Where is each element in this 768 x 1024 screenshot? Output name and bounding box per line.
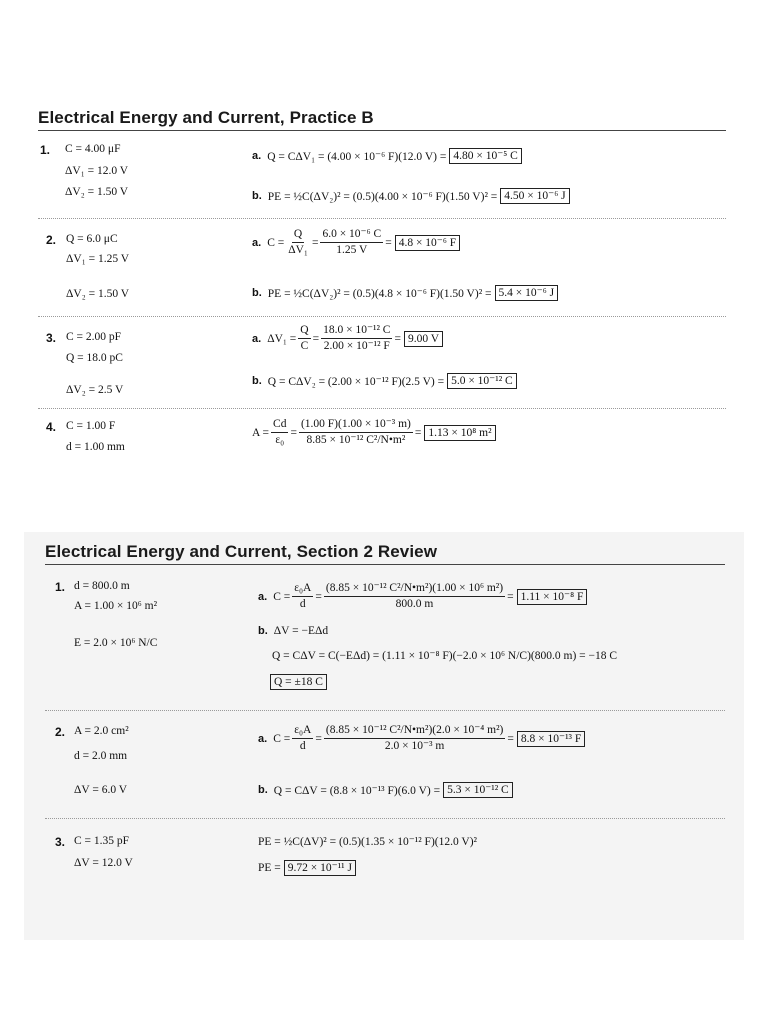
- numerator: ε₀A: [292, 724, 313, 739]
- equation-4: A = $\frac{Cd}{\text{ε₀}}$ = $\frac{\text{(1.00 F)(1.00 × 10⁻³ m)}}{\text{8.85 × 10⁻¹² C²/N•m²}}$ = 1.13 × 10⁸ m²: [252, 418, 496, 447]
- equation-text: Q = CΔV = C(−EΔd) = (1.11 × 10⁻⁸ F)(−2.0 × 10⁶ N/C)(800.0 m) = −18 C: [272, 650, 618, 662]
- equation-text: PE = ½C(ΔV)² = (0.5)(1.35 × 10⁻¹² F)(12.0 V)²: [258, 836, 477, 848]
- equation-review-1a: a. C = $\frac{\text{ε₀A}}{d}$ = $\frac{\text{(8.85 × 10⁻¹² C²/N•m²)(1.00 × 10⁶ m²)}}{800.0 m}$ = 1.11 × 10⁻⁸ F: [258, 582, 587, 611]
- numerator: 18.0 × 10⁻¹² C: [321, 324, 392, 339]
- problem-number: 2.: [55, 725, 66, 739]
- equation-text: ΔV = −EΔd: [273, 625, 329, 637]
- numerator: ε₀A: [292, 582, 313, 597]
- given-separation: d = 1.00 mm: [66, 441, 125, 453]
- part-label: a.: [258, 590, 268, 603]
- answer-box: 8.8 × 10⁻¹³ F: [517, 731, 585, 747]
- denominator: 1.25 V: [336, 244, 368, 256]
- given-voltage-2: ΔV₂ = 1.50 V: [65, 186, 129, 198]
- problem-number: 1.: [40, 143, 51, 157]
- fraction-symbolic: [298, 324, 310, 353]
- equation-text: PE = ½C(ΔV₂)² = (0.5)(4.8 × 10⁻⁶ F)(1.50 V)² =: [267, 288, 492, 300]
- given-field: E = 2.0 × 10⁶ N/C: [74, 637, 158, 649]
- given-separation: d = 2.0 mm: [74, 750, 128, 762]
- fraction-numeric: [324, 724, 506, 753]
- given-capacitance: C = 1.35 pF: [74, 835, 130, 847]
- part-label: a.: [252, 236, 262, 249]
- divider: [45, 710, 725, 711]
- numerator: (8.85 × 10⁻¹² C²/N•m²)(1.00 × 10⁶ m²): [324, 582, 505, 597]
- numerator: Cd: [271, 418, 288, 433]
- given-voltage: ΔV = 12.0 V: [74, 857, 133, 869]
- equation-3a: a. ΔV₁ = $\frac{Q}{C}$ = $\frac{\text{18.0 × 10⁻¹² C}}{\text{2.00 × 10⁻¹² F}}$ = 9.00 V: [252, 324, 443, 353]
- part-label: a.: [252, 150, 262, 162]
- equation-lhs: C =: [267, 236, 285, 249]
- fraction-numeric: [320, 228, 383, 257]
- equation-review-1b-line2: [272, 648, 617, 662]
- equation-lhs: ΔV₁ =: [267, 332, 297, 345]
- denominator: 800.0 m: [395, 598, 434, 610]
- numerator: Q: [292, 228, 304, 243]
- equation-1a: [252, 148, 522, 164]
- given-voltage-1: ΔV₁ = 1.25 V: [66, 253, 130, 265]
- answer-box: 4.50 × 10⁻⁶ J: [500, 188, 569, 204]
- equation-lhs: PE =: [258, 862, 281, 874]
- equation-lhs: A =: [252, 426, 270, 439]
- denominator: 2.0 × 10⁻³ m: [384, 740, 445, 752]
- answer-box: 4.80 × 10⁻⁵ C: [449, 148, 522, 164]
- problem-number: 3.: [55, 835, 66, 849]
- answer-box: 4.8 × 10⁻⁶ F: [395, 235, 460, 251]
- title-rule: [38, 130, 726, 131]
- given-capacitance: C = 1.00 F: [66, 420, 116, 432]
- equation-2a: a. C = $\frac{Q}{\text{ΔV₁}}$ = $\frac{\text{6.0 × 10⁻⁶ C}}{1.25 V}$ = 4.8 × 10⁻⁶ F: [252, 228, 460, 257]
- equation-review-3-line1: [258, 834, 477, 848]
- given-voltage-1: ΔV₁ = 12.0 V: [65, 165, 129, 177]
- equation-review-1b: [258, 625, 328, 637]
- part-label: b.: [258, 784, 268, 796]
- given-capacitance: C = 2.00 pF: [66, 331, 122, 343]
- given-charge: Q = 18.0 pC: [66, 352, 123, 364]
- fraction-numeric: [299, 418, 413, 447]
- fraction-symbolic: [286, 228, 310, 257]
- part-label: a.: [258, 732, 268, 745]
- numerator: (8.85 × 10⁻¹² C²/N•m²)(2.0 × 10⁻⁴ m²): [324, 724, 506, 739]
- denominator: ΔV₁: [288, 244, 308, 256]
- problem-number: 3.: [46, 331, 57, 345]
- equation-review-1b-answer: [267, 674, 327, 690]
- denominator: ε₀: [275, 434, 285, 446]
- answer-box: 5.4 × 10⁻⁶ J: [495, 285, 559, 301]
- equation-text: Q = CΔV = (8.8 × 10⁻¹³ F)(6.0 V) =: [273, 785, 441, 797]
- problem-number: 4.: [46, 420, 57, 434]
- problem-number: 2.: [46, 233, 57, 247]
- title-rule: [45, 564, 725, 565]
- numerator: (1.00 F)(1.00 × 10⁻³ m): [299, 418, 413, 433]
- divider: [45, 818, 725, 819]
- answer-box: Q = ±18 C: [270, 674, 327, 690]
- answer-box: 5.0 × 10⁻¹² C: [447, 373, 517, 389]
- section-title-section-2-review: Electrical Energy and Current, Section 2 Review: [45, 542, 438, 561]
- equation-text: Q = CΔV₂ = (2.00 × 10⁻¹² F)(2.5 V) =: [267, 376, 445, 388]
- problem-number: 1.: [55, 580, 66, 594]
- equation-lhs: C =: [273, 732, 291, 745]
- given-voltage-2: ΔV₂ = 2.5 V: [66, 384, 124, 396]
- given-area: A = 2.0 cm²: [74, 725, 129, 737]
- equation-text: PE = ½C(ΔV₂)² = (0.5)(4.00 × 10⁻⁶ F)(1.50 V)² =: [267, 191, 498, 203]
- fraction-symbolic: [292, 724, 313, 753]
- denominator: 2.00 × 10⁻¹² F: [323, 340, 390, 352]
- part-label: b.: [252, 190, 262, 202]
- numerator: 6.0 × 10⁻⁶ C: [320, 228, 383, 243]
- divider: [38, 408, 726, 409]
- part-label: b.: [252, 375, 262, 387]
- part-label: a.: [252, 332, 262, 345]
- fraction-numeric: [324, 582, 505, 611]
- fraction-numeric: [321, 324, 392, 353]
- denominator: C: [300, 340, 309, 352]
- equation-review-2b: [258, 782, 513, 798]
- part-label: b.: [252, 287, 262, 299]
- denominator: 8.85 × 10⁻¹² C²/N•m²: [306, 434, 406, 446]
- denominator: d: [299, 598, 306, 610]
- equation-3b: [252, 373, 517, 389]
- fraction-symbolic: [292, 582, 313, 611]
- given-charge: Q = 6.0 μC: [66, 233, 118, 245]
- numerator: Q: [298, 324, 310, 339]
- denominator: d: [299, 740, 306, 752]
- given-voltage-2: ΔV₂ = 1.50 V: [66, 288, 130, 300]
- given-separation: d = 800.0 m: [74, 580, 130, 592]
- section-title-practice-b: Electrical Energy and Current, Practice B: [38, 108, 374, 127]
- given-voltage: ΔV = 6.0 V: [74, 784, 128, 796]
- part-label: b.: [258, 625, 268, 637]
- divider: [38, 316, 726, 317]
- equation-review-2a: a. C = $\frac{\text{ε₀A}}{d}$ = $\frac{\text{(8.85 × 10⁻¹² C²/N•m²)(2.0 × 10⁻⁴ m²)}}{\text{2.0 × 10⁻³ m}}$ = 8.8 × 10⁻¹³ F: [258, 724, 585, 753]
- equation-review-3-line2: [258, 860, 356, 876]
- given-capacitance: C = 4.00 μF: [65, 143, 121, 155]
- answer-box: 9.00 V: [404, 331, 443, 347]
- equation-text: Q = CΔV₁ = (4.00 × 10⁻⁶ F)(12.0 V) =: [267, 151, 447, 163]
- equation-lhs: C =: [273, 590, 291, 603]
- equation-2b: [252, 285, 558, 301]
- equation-1b: [252, 188, 570, 204]
- given-area: A = 1.00 × 10⁶ m²: [74, 600, 158, 612]
- answer-box: 1.13 × 10⁸ m²: [424, 425, 495, 441]
- fraction-symbolic: [271, 418, 288, 447]
- answer-box: 9.72 × 10⁻¹¹ J: [284, 860, 356, 876]
- answer-box: 1.11 × 10⁻⁸ F: [517, 589, 588, 605]
- divider: [38, 218, 726, 219]
- answer-box: 5.3 × 10⁻¹² C: [443, 782, 513, 798]
